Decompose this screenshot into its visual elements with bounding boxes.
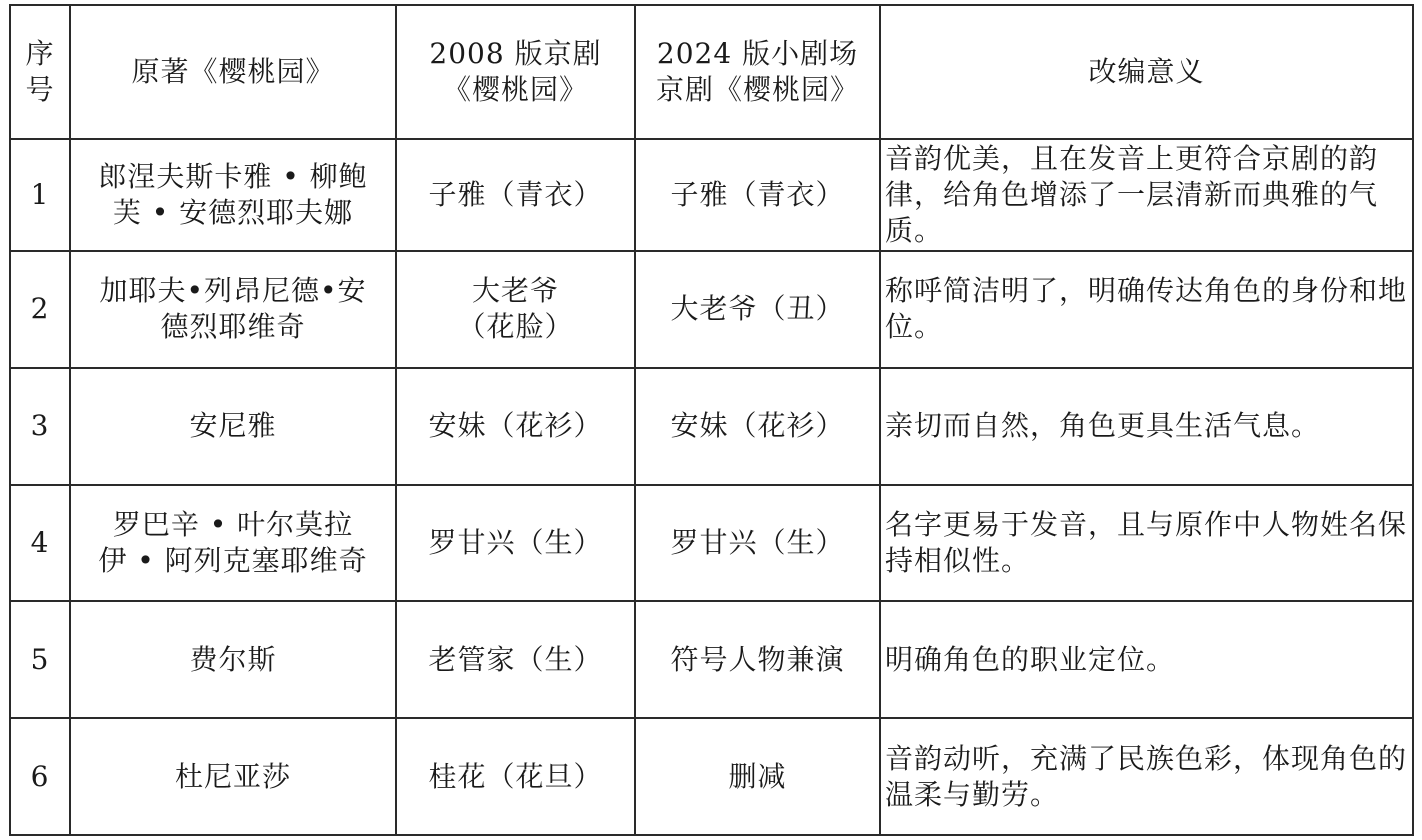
cell-2024-name: 罗甘兴（生） bbox=[635, 485, 880, 602]
cell-meaning: 音韵动听，充满了民族色彩，体现角色的温柔与勤劳。 bbox=[880, 718, 1413, 835]
cell-2008-name: 桂花（花旦） bbox=[396, 718, 635, 835]
cell-meaning: 明确角色的职业定位。 bbox=[880, 601, 1413, 718]
cell-index: 5 bbox=[10, 601, 70, 718]
cell-original-name: 加耶夫•列昂尼德•安 德烈耶维奇 bbox=[70, 251, 396, 368]
cell-2008-name: 子雅（青衣） bbox=[396, 139, 635, 251]
cell-2024-name: 符号人物兼演 bbox=[635, 601, 880, 718]
cell-original-name: 费尔斯 bbox=[70, 601, 396, 718]
cell-original-name: 杜尼亚莎 bbox=[70, 718, 396, 835]
table-row bbox=[10, 601, 1413, 718]
cell-2024-name: 删减 bbox=[635, 718, 880, 835]
cell-2008-name: 安妹（花衫） bbox=[396, 368, 635, 485]
table-row bbox=[10, 485, 1413, 602]
header-2008-opera: 2008 版京剧 《樱桃园》 bbox=[396, 5, 635, 139]
cell-index: 6 bbox=[10, 718, 70, 835]
header-original-work: 原著《樱桃园》 bbox=[70, 5, 396, 139]
table-header-row bbox=[10, 5, 1413, 139]
table-row bbox=[10, 718, 1413, 835]
cell-meaning: 亲切而自然，角色更具生活气息。 bbox=[880, 368, 1413, 485]
header-adaptation-meaning: 改编意义 bbox=[880, 5, 1413, 139]
cell-2024-name: 大老爷（丑） bbox=[635, 251, 880, 368]
cell-meaning: 名字更易于发音，且与原作中人物姓名保持相似性。 bbox=[880, 485, 1413, 602]
cell-2024-name: 安妹（花衫） bbox=[635, 368, 880, 485]
cell-2008-name: 罗甘兴（生） bbox=[396, 485, 635, 602]
table-row bbox=[10, 368, 1413, 485]
header-index: 序 号 bbox=[10, 5, 70, 139]
cell-index: 4 bbox=[10, 485, 70, 602]
table-row bbox=[10, 139, 1413, 251]
cell-index: 3 bbox=[10, 368, 70, 485]
cell-2008-name: 大老爷 （花脸） bbox=[396, 251, 635, 368]
cell-original-name: 郎涅夫斯卡雅 • 柳鲍 芙 • 安德烈耶夫娜 bbox=[70, 139, 396, 251]
table-row bbox=[10, 251, 1413, 368]
character-name-table-container bbox=[9, 4, 1412, 836]
header-2024-opera: 2024 版小剧场 京剧《樱桃园》 bbox=[635, 5, 880, 139]
cell-2024-name: 子雅（青衣） bbox=[635, 139, 880, 251]
character-name-comparison-table bbox=[9, 4, 1414, 836]
cell-2008-name: 老管家（生） bbox=[396, 601, 635, 718]
cell-original-name: 罗巴辛 • 叶尔莫拉 伊 • 阿列克塞耶维奇 bbox=[70, 485, 396, 602]
cell-meaning: 称呼简洁明了，明确传达角色的身份和地位。 bbox=[880, 251, 1413, 368]
cell-original-name: 安尼雅 bbox=[70, 368, 396, 485]
cell-meaning: 音韵优美，且在发音上更符合京剧的韵律，给角色增添了一层清新而典雅的气质。 bbox=[880, 139, 1413, 251]
cell-index: 2 bbox=[10, 251, 70, 368]
cell-index: 1 bbox=[10, 139, 70, 251]
